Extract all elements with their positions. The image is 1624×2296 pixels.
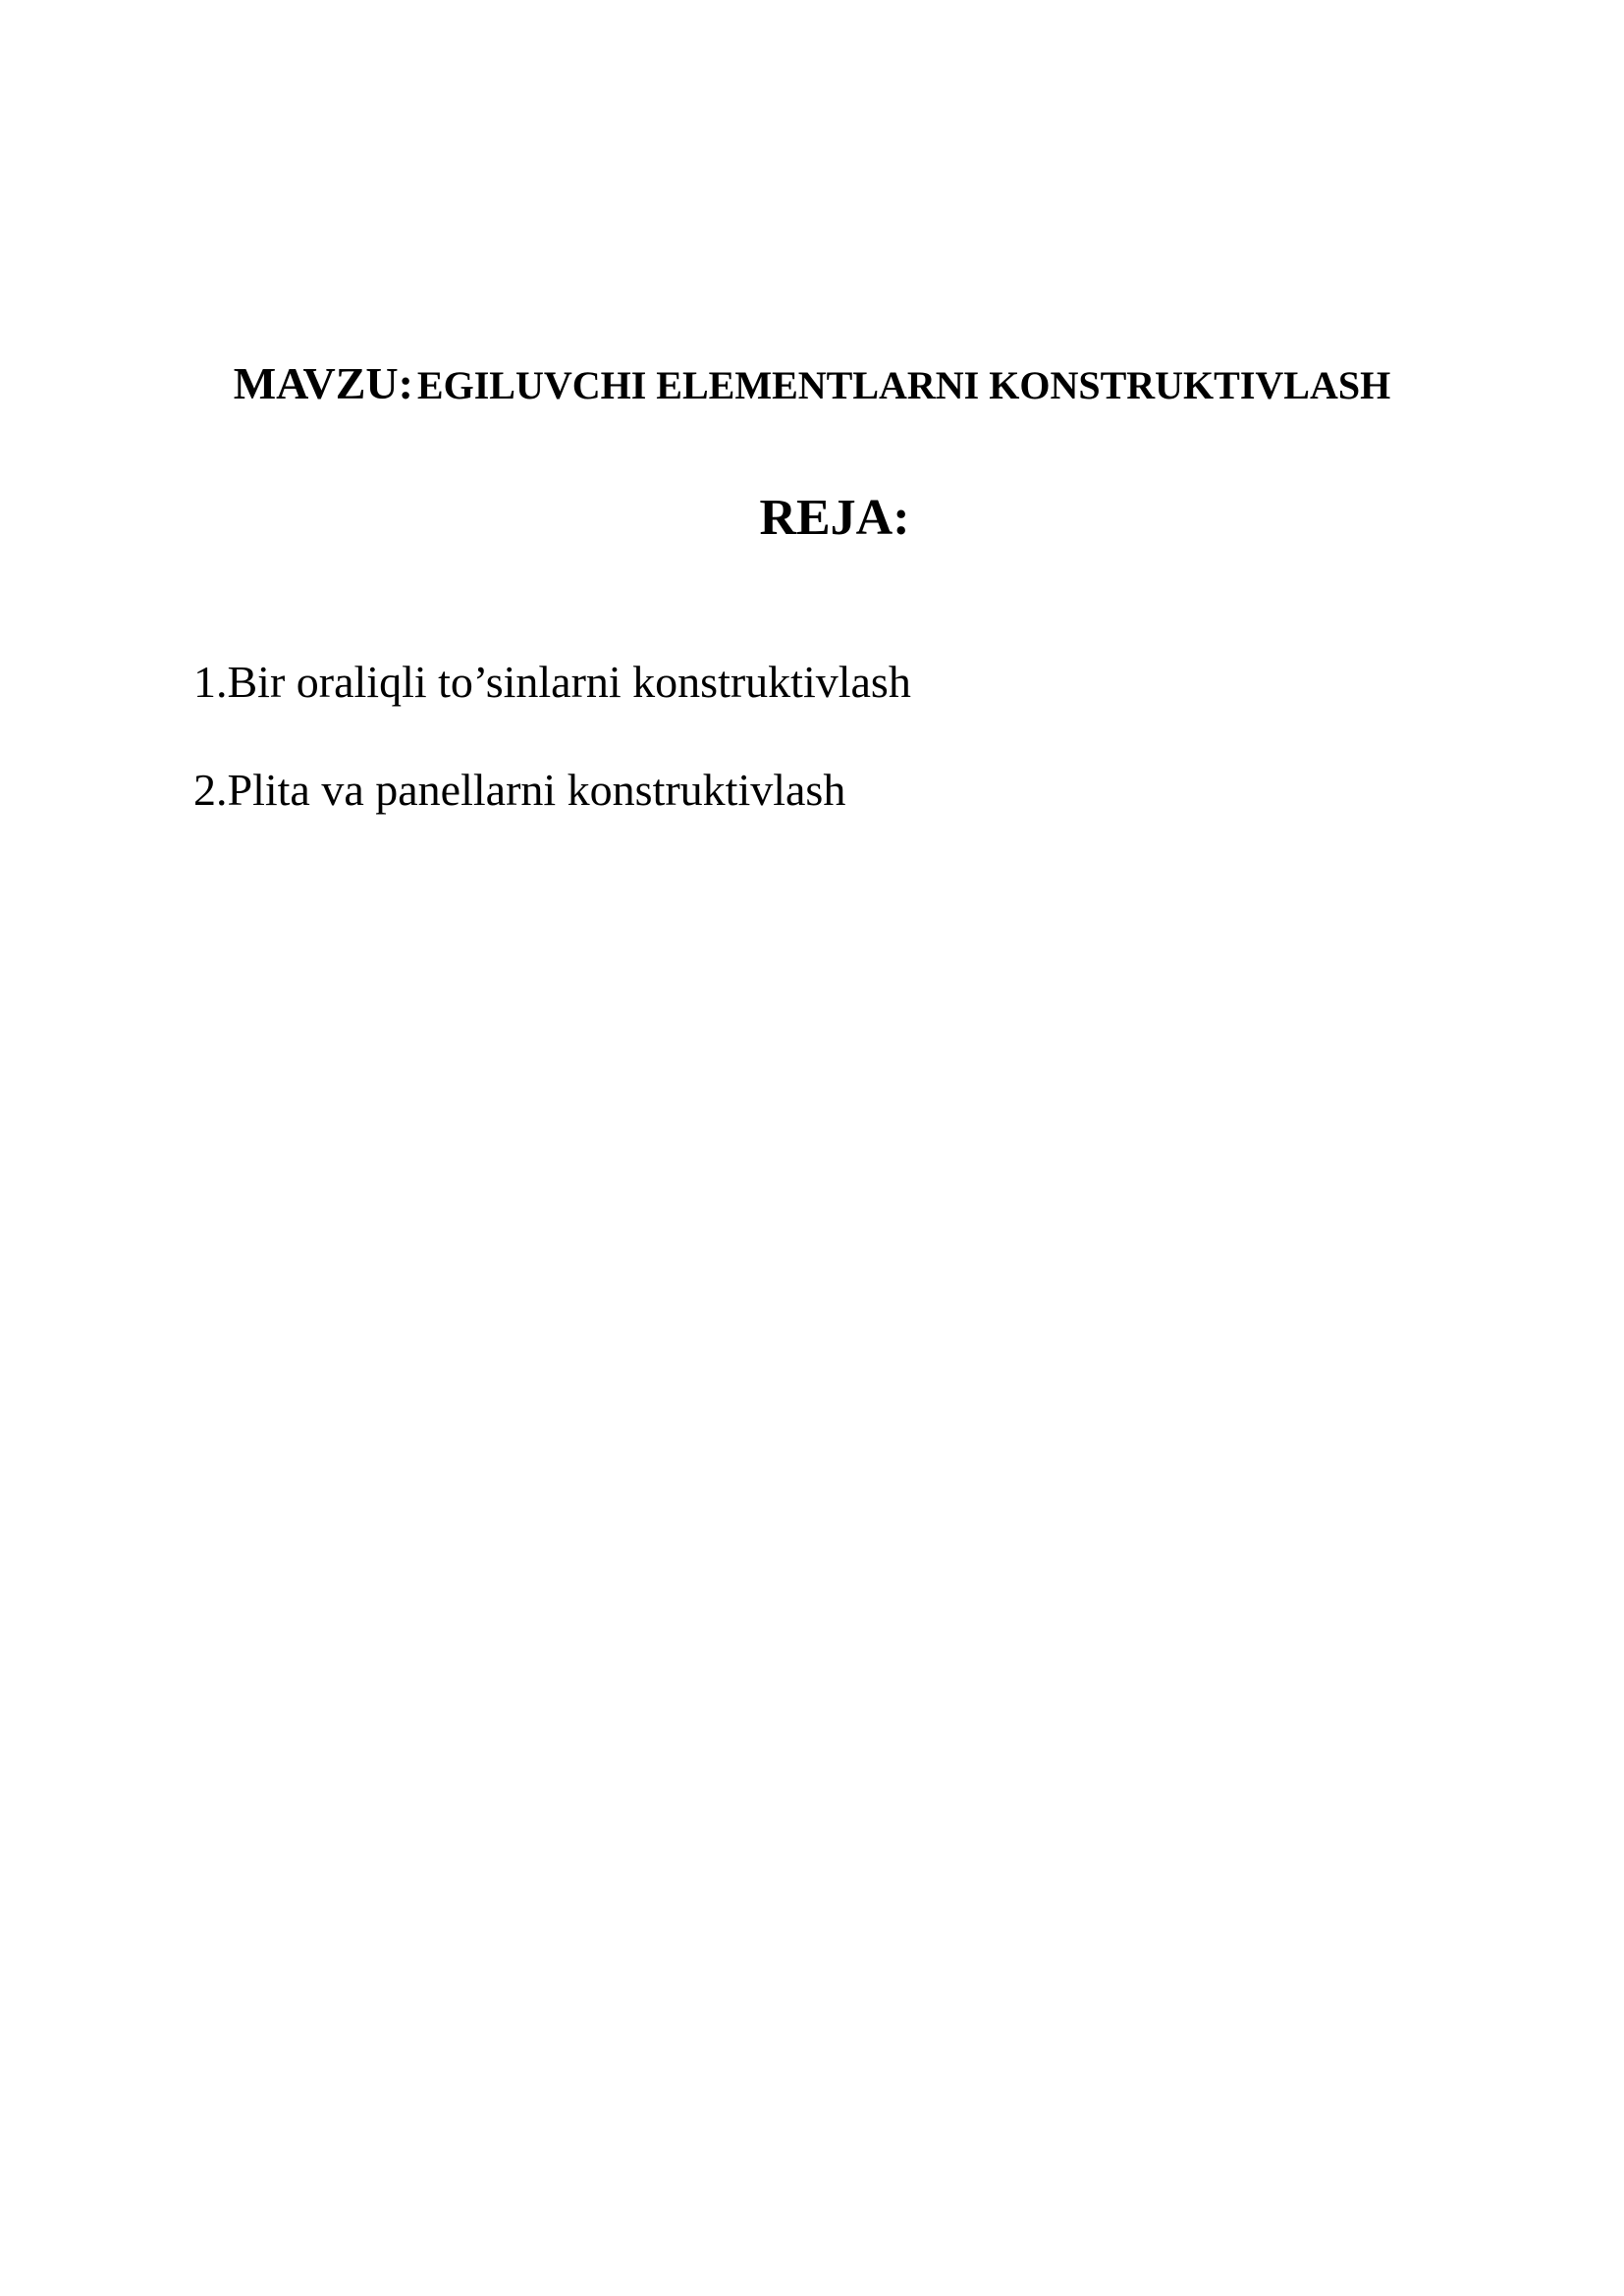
- plan-heading: REJA:: [759, 490, 910, 546]
- topic-heading: [0, 358, 1624, 408]
- topic-title: EGILUVCHI ELEMENTLARNI KONSTRUKTIVLASH: [416, 363, 1391, 407]
- plan-list: [193, 657, 911, 876]
- plan-item: 2.Plita va panellarni konstruktivlash: [193, 765, 846, 815]
- plan-item: 1.Bir oraliqli to’sinlarni konstruktivlash: [193, 657, 911, 707]
- topic-label: MAVZU:: [233, 358, 413, 408]
